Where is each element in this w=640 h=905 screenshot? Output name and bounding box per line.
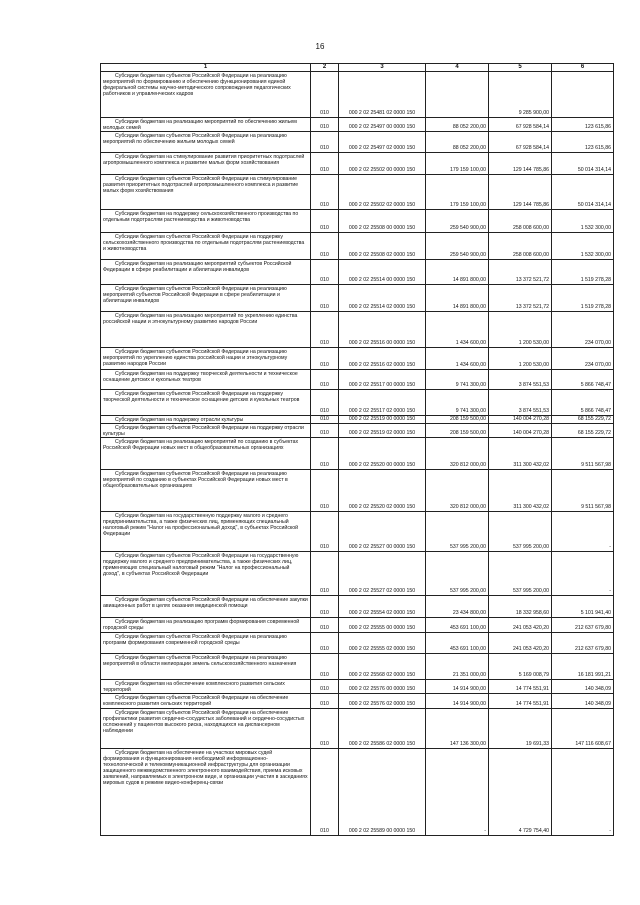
table-row: [101, 633, 614, 654]
row-unexecuted-amount: 1 519 278,28: [552, 260, 614, 285]
table-row: [101, 709, 614, 749]
table-body: [101, 72, 614, 836]
row-approved-amount: 537 995 200,00: [426, 512, 489, 552]
row-budget-code: 000 2 02 25497 02 0000 150: [339, 132, 426, 153]
table-row: [101, 370, 614, 390]
row-description: Субсидии бюджетам на стимулирование развития приоритетных подотраслей агропромышленного комплекса и развитие малых форм хозяйствования: [101, 153, 311, 175]
row-line-code: 010: [311, 709, 339, 749]
table-row: [101, 694, 614, 709]
row-approved-amount: 14 891 800,00: [426, 260, 489, 285]
row-unexecuted-amount: 5 866 748,47: [552, 390, 614, 416]
row-budget-code: 000 2 02 25520 00 0000 150: [339, 438, 426, 470]
row-executed-amount: 129 144 785,86: [489, 153, 552, 175]
row-unexecuted-amount: 147 116 608,67: [552, 709, 614, 749]
row-line-code: 010: [311, 633, 339, 654]
row-line-code: 010: [311, 416, 339, 424]
row-unexecuted-amount: 50 014 314,14: [552, 175, 614, 210]
row-description: Субсидии бюджетам субъектов Российской Федерации на обеспечение закупки авиационных работ в целях оказания медицинской помощи: [101, 596, 311, 618]
row-executed-amount: 241 053 420,20: [489, 633, 552, 654]
row-approved-amount: 14 891 800,00: [426, 285, 489, 312]
row-budget-code: 000 2 02 25576 00 0000 150: [339, 680, 426, 694]
row-executed-amount: 129 144 785,86: [489, 175, 552, 210]
row-budget-code: 000 2 02 25586 02 0000 150: [339, 709, 426, 749]
row-budget-code: 000 2 02 25519 02 0000 150: [339, 424, 426, 438]
row-budget-code: 000 2 02 25502 02 0000 150: [339, 175, 426, 210]
row-unexecuted-amount: 140 348,09: [552, 694, 614, 709]
row-budget-code: 000 2 02 25554 02 0000 150: [339, 596, 426, 618]
row-approved-amount: 259 540 900,00: [426, 210, 489, 233]
row-approved-amount: -: [426, 749, 489, 836]
row-unexecuted-amount: 123 615,86: [552, 118, 614, 132]
row-line-code: 010: [311, 260, 339, 285]
row-budget-code: 000 2 02 25508 02 0000 150: [339, 233, 426, 260]
row-executed-amount: 1 200 530,00: [489, 348, 552, 370]
row-approved-amount: 453 691 100,00: [426, 633, 489, 654]
row-executed-amount: 258 008 600,00: [489, 210, 552, 233]
row-approved-amount: 21 351 000,00: [426, 654, 489, 680]
table-row: [101, 175, 614, 210]
row-description: Субсидии бюджетам субъектов Российской Федерации на поддержку творческой деятельности и техническое оснащение детских и кукольных театров: [101, 390, 311, 416]
row-line-code: 010: [311, 654, 339, 680]
table-row: [101, 390, 614, 416]
row-description: Субсидии бюджетам на поддержку отрасли культуры: [101, 416, 311, 424]
table-row: [101, 348, 614, 370]
row-description: Субсидии бюджетам субъектов Российской Федерации на реализацию программ формирования современной городской среды: [101, 633, 311, 654]
row-executed-amount: 14 774 551,91: [489, 694, 552, 709]
row-line-code: 010: [311, 512, 339, 552]
row-unexecuted-amount: 50 014 314,14: [552, 153, 614, 175]
row-budget-code: 000 2 02 25502 00 0000 150: [339, 153, 426, 175]
row-approved-amount: 320 812 000,00: [426, 470, 489, 512]
header-row: [101, 64, 614, 72]
table-row: [101, 438, 614, 470]
row-approved-amount: 208 159 500,00: [426, 424, 489, 438]
row-approved-amount: 147 136 300,00: [426, 709, 489, 749]
row-description: Субсидии бюджетам субъектов Российской Федерации на реализацию мероприятий субъектов Российской Федерации в сфере реабилитации и абилитации инвалидов: [101, 285, 311, 312]
row-approved-amount: 88 052 200,00: [426, 118, 489, 132]
row-executed-amount: 19 691,33: [489, 709, 552, 749]
row-budget-code: 000 2 02 25516 00 0000 150: [339, 312, 426, 348]
row-line-code: 010: [311, 153, 339, 175]
row-unexecuted-amount: 5 866 748,47: [552, 370, 614, 390]
row-executed-amount: 537 995 200,00: [489, 512, 552, 552]
row-line-code: 010: [311, 233, 339, 260]
row-budget-code: 000 2 02 25576 02 0000 150: [339, 694, 426, 709]
row-description: Субсидии бюджетам на реализацию мероприятий по обеспечению жильем молодых семей: [101, 118, 311, 132]
row-unexecuted-amount: 68 155 229,72: [552, 424, 614, 438]
row-unexecuted-amount: [552, 72, 614, 118]
row-executed-amount: 3 874 551,53: [489, 370, 552, 390]
row-unexecuted-amount: 1 532 300,00: [552, 210, 614, 233]
row-budget-code: 000 2 02 25514 00 0000 150: [339, 260, 426, 285]
row-approved-amount: 179 159 100,00: [426, 153, 489, 175]
header-col-4: 4: [426, 64, 489, 72]
row-approved-amount: 1 434 600,00: [426, 312, 489, 348]
row-executed-amount: 13 372 521,72: [489, 285, 552, 312]
table-row: [101, 118, 614, 132]
row-approved-amount: 23 434 800,00: [426, 596, 489, 618]
row-executed-amount: 4 729 754,40: [489, 749, 552, 836]
row-line-code: 010: [311, 285, 339, 312]
row-executed-amount: 67 928 584,14: [489, 132, 552, 153]
row-description: Субсидии бюджетам субъектов Российской Федерации на поддержку отрасли культуры: [101, 424, 311, 438]
row-unexecuted-amount: 68 155 229,72: [552, 416, 614, 424]
row-approved-amount: 88 052 200,00: [426, 132, 489, 153]
row-description: Субсидии бюджетам на реализацию мероприятий по созданию в субъектах Российской Федерации новых мест в общеобразовательных организациях: [101, 438, 311, 470]
row-approved-amount: 14 914 900,00: [426, 680, 489, 694]
row-unexecuted-amount: 123 615,86: [552, 132, 614, 153]
row-line-code: 010: [311, 470, 339, 512]
row-unexecuted-amount: -: [552, 512, 614, 552]
row-line-code: 010: [311, 348, 339, 370]
header-col-6: 6: [552, 64, 614, 72]
row-description: Субсидии бюджетам субъектов Российской Федерации на стимулирование развития приоритетных подотраслей агропромышленного комплекса и развитие малых форм хозяйствования: [101, 175, 311, 210]
header-col-1: 1: [101, 64, 311, 72]
table-row: [101, 512, 614, 552]
row-approved-amount: [426, 72, 489, 118]
row-unexecuted-amount: 1 519 278,28: [552, 285, 614, 312]
row-executed-amount: 5 169 008,79: [489, 654, 552, 680]
row-executed-amount: 258 008 600,00: [489, 233, 552, 260]
row-executed-amount: 1 200 530,00: [489, 312, 552, 348]
row-executed-amount: 140 004 270,28: [489, 424, 552, 438]
row-unexecuted-amount: 9 511 567,98: [552, 470, 614, 512]
row-approved-amount: 179 159 100,00: [426, 175, 489, 210]
row-approved-amount: 9 741 300,00: [426, 370, 489, 390]
table-row: [101, 285, 614, 312]
row-executed-amount: 18 332 958,60: [489, 596, 552, 618]
row-description: Субсидии бюджетам субъектов Российской Федерации на реализацию мероприятий по обеспечению жильем молодых семей: [101, 132, 311, 153]
row-description: Субсидии бюджетам субъектов Российской Федерации на реализацию мероприятий по созданию в субъектах Российской Федерации новых мест в общеобразовательных организациях: [101, 470, 311, 512]
row-description: Субсидии бюджетам на реализацию мероприятий субъектов Российской Федерации в сфере реабилитации и абилитации инвалидов: [101, 260, 311, 285]
row-approved-amount: 14 914 900,00: [426, 694, 489, 709]
row-budget-code: 000 2 02 25527 00 0000 150: [339, 512, 426, 552]
row-budget-code: 000 2 02 25568 02 0000 150: [339, 654, 426, 680]
row-executed-amount: 14 774 551,91: [489, 680, 552, 694]
row-description: Субсидии бюджетам на поддержку сельскохозяйственного производства по отдельным подотраслям растениеводства и животноводства: [101, 210, 311, 233]
page-number: 16: [315, 42, 325, 51]
row-budget-code: 000 2 02 25589 00 0000 150: [339, 749, 426, 836]
table-row: [101, 153, 614, 175]
row-description: Субсидии бюджетам субъектов Российской Федерации на реализацию мероприятий по формированию и обеспечению функционирования единой федеральной системы научно-методического сопровождения педагогических работников и управленческих кадров: [101, 72, 311, 118]
table-row: [101, 132, 614, 153]
row-description: Субсидии бюджетам на обеспечение на участках мировых судей формирования и функционирования необходимой информационно-технологической и телекоммуникационной инфраструктуры для организации защищенного межведомственного электронного взаимодействия, приема исковых заявлений, направляемых в электронном виде, и организации участия в заседаниях мировых судов в режиме видео-конференц-связи: [101, 749, 311, 836]
table-row: [101, 312, 614, 348]
row-budget-code: 000 2 02 25517 00 0000 150: [339, 370, 426, 390]
row-description: Субсидии бюджетам субъектов Российской Федерации на государственную поддержку малого и среднего предпринимательства, а также физических лиц, применяющих специальный налоговый режим "Налог на профессиональный доход", в субъектах Российской Федерации: [101, 552, 311, 596]
row-approved-amount: 453 691 100,00: [426, 618, 489, 633]
row-description: Субсидии бюджетам субъектов Российской Федерации на поддержку сельскохозяйственного производства по отдельным подотраслям растениеводства и животноводства: [101, 233, 311, 260]
row-executed-amount: 311 300 432,02: [489, 470, 552, 512]
row-line-code: 010: [311, 749, 339, 836]
row-line-code: 010: [311, 210, 339, 233]
table-row: [101, 470, 614, 512]
row-approved-amount: 1 434 600,00: [426, 348, 489, 370]
row-unexecuted-amount: 212 637 679,80: [552, 618, 614, 633]
row-line-code: 010: [311, 175, 339, 210]
row-budget-code: 000 2 02 25519 00 0000 150: [339, 416, 426, 424]
header-col-3: 3: [339, 64, 426, 72]
row-budget-code: 000 2 02 25508 00 0000 150: [339, 210, 426, 233]
row-approved-amount: 208 159 500,00: [426, 416, 489, 424]
table-row: [101, 749, 614, 836]
row-unexecuted-amount: -: [552, 552, 614, 596]
row-executed-amount: 537 995 200,00: [489, 552, 552, 596]
row-line-code: 010: [311, 438, 339, 470]
row-budget-code: 000 2 02 25517 02 0000 150: [339, 390, 426, 416]
row-executed-amount: 241 053 420,20: [489, 618, 552, 633]
table-row: [101, 210, 614, 233]
row-unexecuted-amount: 234 070,00: [552, 312, 614, 348]
table-row: [101, 552, 614, 596]
row-line-code: 010: [311, 424, 339, 438]
row-unexecuted-amount: 1 532 300,00: [552, 233, 614, 260]
row-executed-amount: 67 928 584,14: [489, 118, 552, 132]
row-line-code: 010: [311, 72, 339, 118]
row-unexecuted-amount: 16 181 991,21: [552, 654, 614, 680]
row-budget-code: 000 2 02 25527 02 0000 150: [339, 552, 426, 596]
row-description: Субсидии бюджетам субъектов Российской Федерации на обеспечение профилактики развития сердечно-сосудистых заболеваний и сердечно-сосудистых осложнений у пациентов высокого риска, находящихся на диспансерном наблюдении: [101, 709, 311, 749]
table-row: [101, 233, 614, 260]
row-unexecuted-amount: 212 637 679,80: [552, 633, 614, 654]
row-line-code: 010: [311, 132, 339, 153]
row-approved-amount: 9 741 300,00: [426, 390, 489, 416]
row-unexecuted-amount: 9 511 567,98: [552, 438, 614, 470]
header-col-2: 2: [311, 64, 339, 72]
row-description: Субсидии бюджетам субъектов Российской Федерации на реализацию мероприятий в области мелиорации земель сельскохозяйственного назначения: [101, 654, 311, 680]
row-unexecuted-amount: 140 348,09: [552, 680, 614, 694]
row-budget-code: 000 2 02 25516 02 0000 150: [339, 348, 426, 370]
row-description: Субсидии бюджетам на государственную поддержку малого и среднего предпринимательства, а также физических лиц, применяющих специальный налоговый режим "Налог на профессиональный доход", в субъектах Российской Федерации: [101, 512, 311, 552]
row-line-code: 010: [311, 118, 339, 132]
row-executed-amount: 140 004 270,28: [489, 416, 552, 424]
row-line-code: 010: [311, 618, 339, 633]
row-description: Субсидии бюджетам на реализацию программ формирования современной городской среды: [101, 618, 311, 633]
row-line-code: 010: [311, 694, 339, 709]
row-approved-amount: 320 812 000,00: [426, 438, 489, 470]
row-unexecuted-amount: 5 101 941,40: [552, 596, 614, 618]
row-line-code: 010: [311, 312, 339, 348]
row-description: Субсидии бюджетам субъектов Российской Федерации на обеспечение комплексного развития сельских территорий: [101, 694, 311, 709]
row-budget-code: 000 2 02 25555 00 0000 150: [339, 618, 426, 633]
row-line-code: 010: [311, 596, 339, 618]
row-unexecuted-amount: -: [552, 749, 614, 836]
table-row: [101, 416, 614, 424]
header-col-5: 5: [489, 64, 552, 72]
table-row: [101, 596, 614, 618]
row-executed-amount: 3 874 551,53: [489, 390, 552, 416]
row-budget-code: 000 2 02 25555 02 0000 150: [339, 633, 426, 654]
row-description: Субсидии бюджетам на поддержку творческой деятельности и техническое оснащение детских и кукольных театров: [101, 370, 311, 390]
row-unexecuted-amount: 234 070,00: [552, 348, 614, 370]
row-budget-code: 000 2 02 25520 02 0000 150: [339, 470, 426, 512]
row-budget-code: 000 2 02 25514 02 0000 150: [339, 285, 426, 312]
row-budget-code: 000 2 02 25481 02 0000 150: [339, 72, 426, 118]
row-description: Субсидии бюджетам на реализацию мероприятий по укреплению единства российской нации и этнокультурному развитию народов России: [101, 312, 311, 348]
row-line-code: 010: [311, 390, 339, 416]
row-line-code: 010: [311, 680, 339, 694]
table-row: [101, 424, 614, 438]
row-approved-amount: 537 995 200,00: [426, 552, 489, 596]
row-line-code: 010: [311, 552, 339, 596]
row-line-code: 010: [311, 370, 339, 390]
row-budget-code: 000 2 02 25497 00 0000 150: [339, 118, 426, 132]
table-row: [101, 680, 614, 694]
row-description: Субсидии бюджетам субъектов Российской Федерации на реализацию мероприятий по укреплению единства российской нации и этнокультурному развитию народов России: [101, 348, 311, 370]
row-approved-amount: 259 540 900,00: [426, 233, 489, 260]
table-row: [101, 72, 614, 118]
table-row: [101, 654, 614, 680]
table-row: [101, 618, 614, 633]
row-description: Субсидии бюджетам на обеспечение комплексного развития сельских территорий: [101, 680, 311, 694]
budget-table: [100, 63, 614, 836]
row-executed-amount: 311 300 432,02: [489, 438, 552, 470]
table-row: [101, 260, 614, 285]
row-executed-amount: 13 372 521,72: [489, 260, 552, 285]
row-executed-amount: 9 285 900,00: [489, 72, 552, 118]
